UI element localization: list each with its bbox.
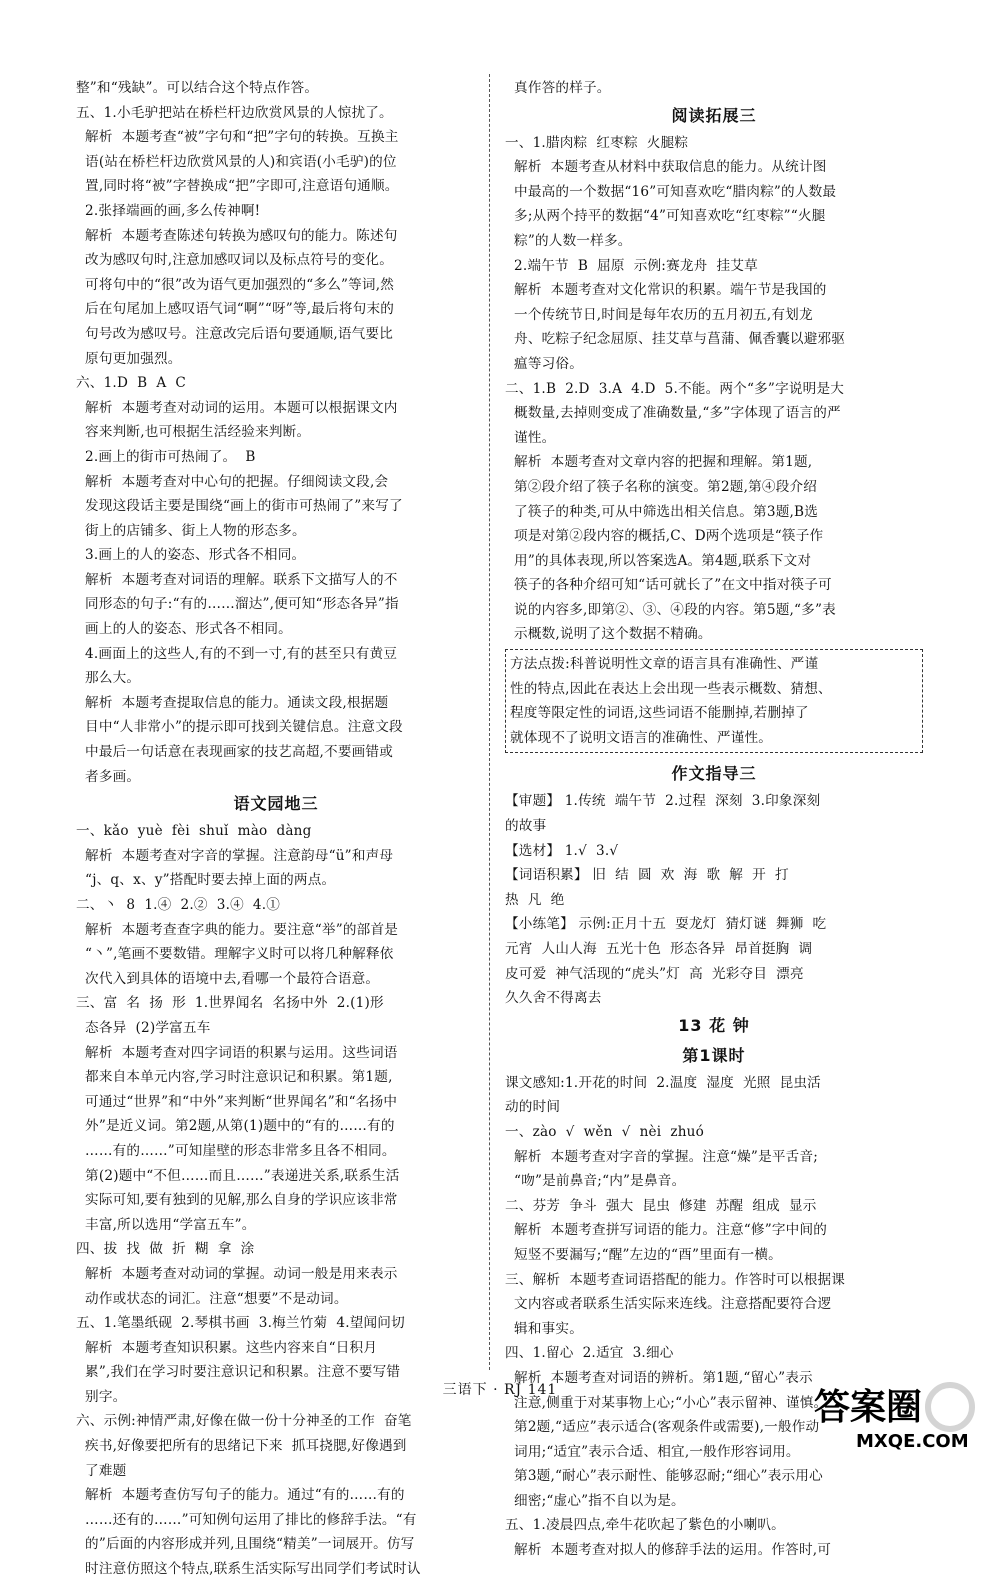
text-line: 四、1.留心 2.适宜 3.细心 <box>505 1345 674 1362</box>
text-line: 解析 本题考查“被”字句和“把”字句的转换。互换主 <box>76 129 399 146</box>
right-column <box>505 76 923 1563</box>
text-line: 解析 本题考查知识积累。这些内容来自“日积月 <box>76 1339 378 1356</box>
text-line: 4.画面上的这些人,有的不到一寸,有的甚至只有黄豆 <box>76 645 398 662</box>
text-line: 解析 本题考查对词语的辨析。第1题,“留心”表示 <box>505 1369 813 1386</box>
text-line: 三、富 名 扬 形 1.世界闻名 名扬中外 2.(1)形 <box>76 995 384 1012</box>
text-line: 多;从两个持平的数据“4”可知喜欢吃“红枣粽”“火腿 <box>505 208 826 225</box>
text-line: 语(站在桥栏杆边欣赏风景的人)和宾语(小毛驴)的位 <box>76 153 397 170</box>
text-line: 辑和事实。 <box>505 1320 584 1337</box>
text-line: 者多画。 <box>76 768 141 785</box>
tip-line: 方法点拨:科普说明性文章的语言具有准确性、严谨 <box>510 656 819 673</box>
text-line: 2.张择端画的画,多么传神啊! <box>76 202 261 219</box>
text-line: 注意,侧重于对某事物上心;“小心”表示留神、谨慎。 <box>505 1394 828 1411</box>
text-line: 整”和“残缺”。可以结合这个特点作答。 <box>76 80 319 96</box>
text-line: 容来判断,也可根据生活经验来判断。 <box>76 424 311 441</box>
tip-line: 程度等限定性的词语,这些词语不能删掉,若删掉了 <box>510 705 809 722</box>
section-heading: 阅读拓展三 <box>671 105 757 125</box>
text-line: “j、q、x、y”搭配时要去掉上面的两点。 <box>76 872 336 889</box>
text-line: 丰富,所以选用“学富五车”。 <box>76 1216 256 1233</box>
text-line: 五、1.凌晨四点,牵牛花吹起了紫色的小喇叭。 <box>505 1517 785 1534</box>
text-line: 解析 本题考查拼写词语的能力。注意“修”字中间的 <box>505 1222 828 1239</box>
text-line: 中最高的一个数据“16”可知喜欢吃“腊肉粽”的人数最 <box>505 183 837 200</box>
text-line: 画上的人的姿态、形式各不相同。 <box>76 621 292 638</box>
section-heading: 语文园地三 <box>233 794 319 814</box>
text-line: 二、芬芳 争斗 强大 昆虫 修建 苏醒 组成 显示 <box>505 1197 817 1214</box>
text-line: 了筷子的种类,可从中筛选出相关信息。第3题,B选 <box>505 503 818 520</box>
text-line: 次代入到具体的语境中去,看哪一个最符合语意。 <box>76 970 380 987</box>
text-line: 可通过“世界”和“中外”来判断“世界闻名”和“名扬中 <box>76 1093 398 1110</box>
text-line: 解析 本题考查查字典的能力。要注意“举”的部首是 <box>76 921 399 938</box>
text-line: 第3题,“耐心”表示耐性、能够忍耐;“细心”表示用心 <box>505 1468 823 1485</box>
text-line: 元宵 人山人海 五光十色 形态各异 昂首挺胸 调 <box>505 941 813 957</box>
tip-line: 就体现不了说明文语言的准确性、严谨性。 <box>510 729 773 746</box>
text-line: 一个传统节日,时间是每年农历的五月初五,有划龙 <box>505 306 813 323</box>
text-line: 解析 本题考查对动词的掌握。动词一般是用来表示 <box>76 1265 398 1282</box>
text-line: 别字。 <box>76 1388 127 1405</box>
text-line: 解析 本题考查对文化常识的积累。端午节是我国的 <box>505 282 827 299</box>
text-line: 后在句尾加上感叹语气词“啊”“呀”等,最后将句末的 <box>76 301 395 318</box>
text-line: 解析 本题考查对字音的掌握。注意韵母“ü”和声母 <box>76 847 394 864</box>
text-line: ……还有的……”可知例句运用了排比的修辞手法。“有 <box>76 1511 417 1528</box>
text-line: 解析 本题考查陈述句转换为感叹句的能力。陈述句 <box>76 227 398 244</box>
text-line: 第2题,“适应”表示适合(客观条件或需要),一般作动 <box>505 1419 820 1436</box>
text-line: 解析 本题考查对词语的理解。联系下文描写人的不 <box>76 571 398 588</box>
text-line: 筷子的各种介绍可知“话可就长了”在文中指对筷子可 <box>505 577 832 594</box>
text-line: 动作或状态的词汇。注意“想要”不是动词。 <box>76 1290 348 1307</box>
text-line: 第②段介绍了筷子名称的演变。第2题,第④段介绍 <box>505 478 818 495</box>
text-line: 细密;“虚心”指不自以为是。 <box>505 1492 685 1509</box>
text-line: 谨性。 <box>505 429 556 446</box>
text-line: 了难题 <box>76 1462 127 1479</box>
text-line: 解析 本题考查对四字词语的积累与运用。这些词语 <box>76 1044 398 1061</box>
text-line: 目中“人非常小”的提示即可找到关键信息。注意文段 <box>76 719 403 736</box>
text-line: 解析 本题考查提取信息的能力。通读文段,根据题 <box>76 694 389 711</box>
text-line: 词用;“适宜”表示合适、相宜,一般作形容词用。 <box>505 1443 800 1460</box>
text-line: 解析 本题考查对中心句的把握。仔细阅读文段,会 <box>76 473 389 490</box>
text-line: 解析 本题考查对字音的掌握。注意“燥”是平舌音; <box>505 1148 819 1165</box>
text-line: 五、1.小毛驴把站在桥栏杆边欣赏风景的人惊扰了。 <box>76 104 393 121</box>
text-line: 改为感叹句时,注意加感叹词以及标点符号的变化。 <box>76 252 394 269</box>
text-line: 的故事 <box>505 818 547 835</box>
text-line: 二、丶 8 1.④ 2.② 3.④ 4.① <box>76 897 281 913</box>
method-tip-box <box>505 649 923 753</box>
text-line: 解析 本题考查仿写句子的能力。通过“有的……有的 <box>76 1487 405 1504</box>
text-line: 可将句中的“很”改为语气更加强烈的“多么”等词,然 <box>76 276 395 293</box>
text-line: 粽”的人数一样多。 <box>505 232 632 249</box>
text-line: 热 凡 绝 <box>505 891 565 908</box>
text-line: 概数量,去掉则变成了准确数量,“多”字体现了语言的严 <box>505 405 841 422</box>
section-heading: 作文指导三 <box>671 764 757 784</box>
text-line: 短竖不要漏写;“醒”左边的“酉”里面有一横。 <box>505 1246 782 1263</box>
text-line: 一、kǎo yuè fèi shuǐ mào dàng <box>76 823 312 840</box>
watermark-ring <box>928 1385 972 1429</box>
text-line: 中最后一句话意在表现画家的技艺高超,不要画错或 <box>76 744 394 761</box>
section-heading: 13 花 钟 <box>678 1015 750 1035</box>
text-line: 实际可知,要有独到的见解,那么自身的学识应该非常 <box>76 1192 398 1209</box>
text-line: 解析 本题考查对动词的运用。本题可以根据课文内 <box>76 399 398 416</box>
text-line: 句号改为感叹号。注意改完后语句要通顺,语气要比 <box>76 325 394 342</box>
text-line: 说的内容多,即第②、③、④段的内容。第5题,“多”表 <box>505 601 836 618</box>
text-line: 三、解析 本题考查词语搭配的能力。作答时可以根据课 <box>505 1271 846 1288</box>
text-line: 态各异 (2)学富五车 <box>76 1019 211 1036</box>
text-line: 2.端午节 B 屈原 示例:赛龙舟 挂艾草 <box>505 257 758 274</box>
watermark-logo <box>800 1375 990 1455</box>
text-line: 皮可爱 神气活现的“虎头”灯 高 光彩夺目 漂亮 <box>505 965 804 982</box>
text-line: 累”,我们在学习时要注意识记和积累。注意不要写错 <box>76 1364 401 1381</box>
text-line: 项是对第②段内容的概括,C、D两个选项是“筷子作 <box>505 528 824 545</box>
text-line: 用”的具体表现,所以答案选A。第4题,联系下文对 <box>505 552 812 569</box>
text-line: 真作答的样子。 <box>505 80 611 96</box>
text-line: 一、zào √ wěn √ nèi zhuó <box>505 1123 705 1140</box>
text-line: 六、1.D B A C <box>76 375 186 392</box>
text-line: 文内容或者联系生活实际来连线。注意搭配要符合逻 <box>505 1296 832 1313</box>
watermark-url: MXQE.COM <box>856 1431 969 1452</box>
text-line: 那么大。 <box>76 670 141 687</box>
text-line: 【选材】 1.√ 3.√ <box>505 842 619 859</box>
text-line: 一、1.腊肉粽 红枣粽 火腿粽 <box>505 134 689 151</box>
column-divider <box>489 74 490 1370</box>
text-line: 都来自本单元内容,学习时注意识记和积累。第1题, <box>76 1069 393 1086</box>
section-heading: 第1课时 <box>682 1045 746 1065</box>
text-line: ……有的……”可知崖壁的形态非常多且各不相同。 <box>76 1142 396 1159</box>
text-line: 外”是近义词。第2题,从第(1)题中的“有的……有的 <box>76 1118 395 1135</box>
text-line: 示概数,说明了这个数据不精确。 <box>505 626 712 643</box>
text-line: 动的时间 <box>505 1099 561 1116</box>
text-line: 同形态的句子:“有的……溜达”,便可知“形态各异”指 <box>76 596 399 613</box>
text-line: 瘟等习俗。 <box>505 355 584 372</box>
text-line: “吻”是前鼻音;“内”是鼻音。 <box>505 1173 686 1190</box>
text-line: 四、拔 找 做 折 糊 拿 涂 <box>76 1241 255 1258</box>
text-line: 原句更加强烈。 <box>76 350 182 367</box>
text-line: 五、1.笔墨纸砚 2.琴棋书画 3.梅兰竹菊 4.望闻问切 <box>76 1315 405 1332</box>
text-line: 舟、吃粽子纪念屈原、挂艾草与菖蒲、佩香囊以避邪驱 <box>505 331 846 348</box>
text-line: 发现这段话主要是围绕“画上的街市可热闹了”来写了 <box>76 498 403 515</box>
text-line: 的”后面的内容形成并列,且围绕“精美”一词展开。仿写 <box>76 1536 415 1553</box>
text-line: 解析 本题考查对拟人的修辞手法的运用。作答时,可 <box>505 1542 832 1559</box>
text-line: 二、1.B 2.D 3.A 4.D 5.不能。两个“多”字说明是大 <box>505 380 845 397</box>
text-line: 第(2)题中“不但……而且……”表递进关系,联系生活 <box>76 1167 400 1184</box>
text-line: 久久舍不得离去 <box>505 990 602 1007</box>
text-line: 解析 本题考查对文章内容的把握和理解。第1题, <box>505 454 813 471</box>
text-line: 时注意仿照这个特点,联系生活实际写出同学们考试时认 <box>76 1561 421 1578</box>
text-line: 课文感知:1.开花的时间 2.温度 湿度 光照 昆虫活 <box>505 1074 821 1091</box>
left-column <box>76 76 476 1582</box>
text-line: 【小练笔】 示例:正月十五 耍龙灯 猜灯谜 舞狮 吃 <box>505 916 827 933</box>
text-line: 疾书,好像要把所有的思绪记下来 抓耳挠腮,好像遇到 <box>76 1438 407 1455</box>
text-line: 置,同时将“被”字替换成“把”字即可,注意语句通顺。 <box>76 178 399 195</box>
text-line: 2.画上的街市可热闹了。 B <box>76 448 256 465</box>
text-line: 解析 本题考查从材料中获取信息的能力。从统计图 <box>505 159 827 176</box>
tip-line: 性的特点,因此在表达上会出现一些表示概数、猜想、 <box>510 680 832 697</box>
text-line: “丶”,笔画不要数错。理解字义时可以将几种解释依 <box>76 946 394 963</box>
page-footer: 三语下 · RJ 141 <box>442 1382 558 1398</box>
text-line: 【审题】 1.传统 端午节 2.过程 深刻 3.印象深刻 <box>505 793 821 810</box>
text-line: 【词语积累】 旧 结 圆 欢 海 歌 解 开 打 <box>505 867 789 884</box>
text-line: 六、示例:神情严肃,好像在做一份十分神圣的工作 奋笔 <box>76 1413 412 1430</box>
watermark-title: 答案圈 <box>814 1387 923 1428</box>
text-line: 街上的店铺多、街上人物的形态多。 <box>76 522 306 539</box>
text-line: 3.画上的人的姿态、形式各不相同。 <box>76 547 306 564</box>
